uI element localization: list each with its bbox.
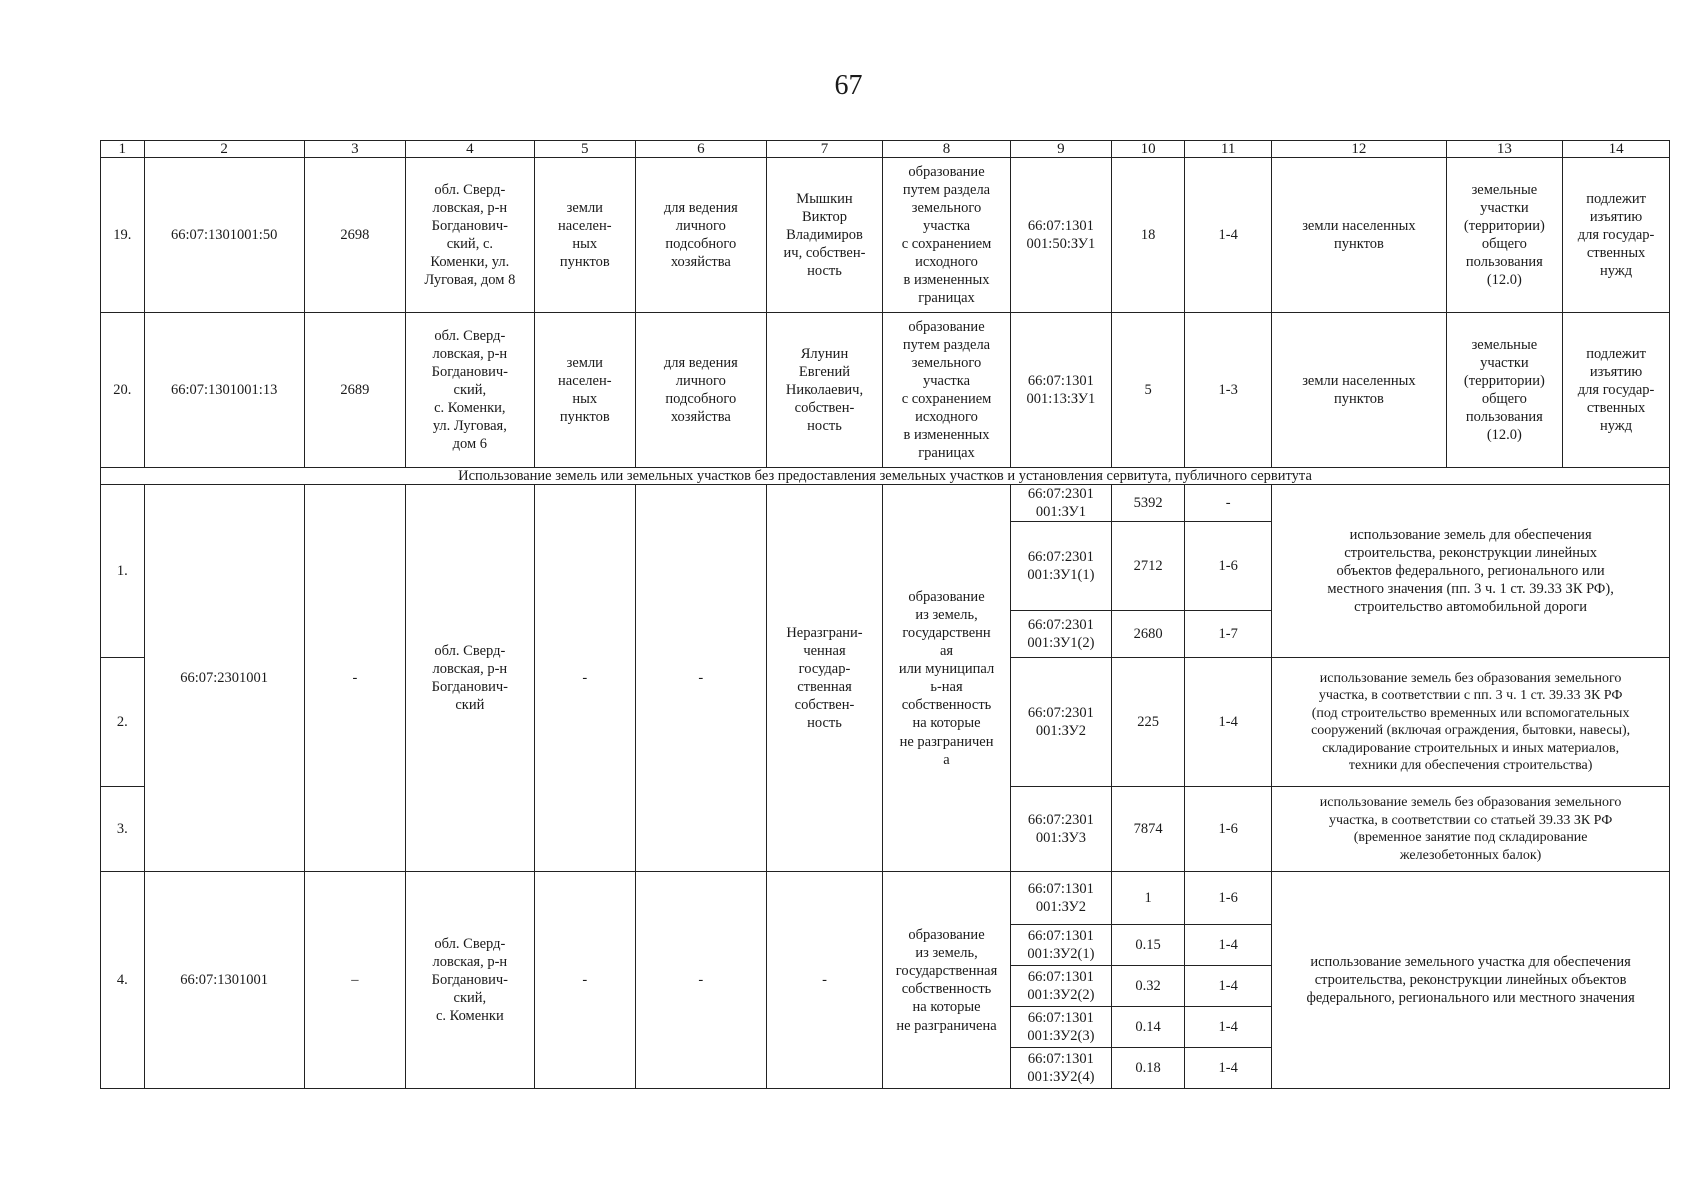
land-category: - (534, 485, 635, 872)
address: обл. Сверд- ловская, р-н Богданович- ский, с. Коменки, ул. Луговая, дом 8 (406, 158, 535, 313)
usage-description: использование земель без образования земельного участка, в соответствии с пп. 3 ч. 1 ст. 39.33 ЗК РФ (под строительство временных или вспомогательных сооружений (включая ограждения, бытовки, навесы), складирование строительных и иных материалов, техники для обеспечения строительства) (1272, 658, 1670, 787)
row-number: 2. (101, 658, 145, 787)
point-numbers: 1-6 (1185, 522, 1272, 611)
plot-area: 0.15 (1112, 925, 1185, 966)
section-title: Использование земель или земельных участков без предоставления земельных участков и установления сервитута, публичного сервитута (101, 468, 1670, 485)
column-number-row (101, 141, 1670, 158)
owner: Неразграни- ченная государ- ственная собствен- ность (766, 485, 883, 872)
page-number: 67 (834, 70, 863, 101)
plot-designation: 66:07:2301 001:ЗУ2 (1010, 658, 1111, 787)
plot-area: 7874 (1112, 787, 1185, 872)
land-category: земли населен- ных пунктов (534, 313, 635, 468)
formation-method: образование путем раздела земельного участка с сохранением исходного в измененных границах (883, 158, 1010, 313)
plot-designation: 66:07:1301 001:ЗУ2 (1010, 872, 1111, 925)
column-number: 3 (304, 141, 405, 158)
row-number: 19. (101, 158, 145, 313)
address: обл. Сверд- ловская, р-н Богданович- ский (406, 485, 535, 872)
plot-area: 18 (1112, 158, 1185, 313)
point-numbers: 1-4 (1185, 966, 1272, 1007)
column-number: 9 (1010, 141, 1111, 158)
table-row (101, 313, 1670, 468)
point-numbers: 1-3 (1185, 313, 1272, 468)
table-row (101, 158, 1670, 313)
plot-area: 2712 (1112, 522, 1185, 611)
owner: - (766, 872, 883, 1089)
plot-area: 0.32 (1112, 966, 1185, 1007)
land-category: - (534, 872, 635, 1089)
cadastral-number: 66:07:1301001:13 (144, 313, 304, 468)
permitted-use: для ведения личного подсобного хозяйства (635, 158, 766, 313)
planned-category: земли населенных пунктов (1272, 313, 1446, 468)
planned-use: земельные участки (территории) общего пользования (12.0) (1446, 313, 1563, 468)
owner: Мышкин Виктор Владимиров ич, собствен- ность (766, 158, 883, 313)
plot-area: 225 (1112, 658, 1185, 787)
formation-method: образование путем раздела земельного участка с сохранением исходного в измененных границах (883, 313, 1010, 468)
plot-designation: 66:07:2301 001:ЗУ1(1) (1010, 522, 1111, 611)
column-number: 1 (101, 141, 145, 158)
plot-area: 1 (1112, 872, 1185, 925)
column-number: 7 (766, 141, 883, 158)
point-numbers: 1-4 (1185, 1048, 1272, 1089)
note: подлежит изъятию для государ- ственных нужд (1563, 158, 1670, 313)
point-numbers: 1-4 (1185, 925, 1272, 966)
column-number: 11 (1185, 141, 1272, 158)
point-numbers: - (1185, 485, 1272, 522)
plot-designation: 66:07:1301 001:ЗУ2(3) (1010, 1007, 1111, 1048)
usage-description: использование земель без образования земельного участка, в соответствии со статьей 39.33 ЗК РФ (временное занятие под складирование железобетонных балок) (1272, 787, 1670, 872)
area: 2689 (304, 313, 405, 468)
point-numbers: 1-7 (1185, 611, 1272, 658)
land-category: земли населен- ных пунктов (534, 158, 635, 313)
area: - (304, 485, 405, 872)
section-row (101, 468, 1670, 485)
table-row (101, 485, 1670, 522)
column-number: 14 (1563, 141, 1670, 158)
planned-category: земли населенных пунктов (1272, 158, 1446, 313)
usage-description: использование земельного участка для обеспечения строительства, реконструкции линейных объектов федерального, регионального или местного значения (1272, 872, 1670, 1089)
area: – (304, 872, 405, 1089)
point-numbers: 1-4 (1185, 658, 1272, 787)
formation-method: образование из земель, государственн ая или муниципал ь-ная собственность на которые не разграничен а (883, 485, 1010, 872)
column-number: 6 (635, 141, 766, 158)
point-numbers: 1-4 (1185, 1007, 1272, 1048)
plot-area: 2680 (1112, 611, 1185, 658)
row-number: 4. (101, 872, 145, 1089)
plot-area: 5392 (1112, 485, 1185, 522)
row-number: 3. (101, 787, 145, 872)
column-number: 13 (1446, 141, 1563, 158)
column-number: 12 (1272, 141, 1446, 158)
plot-designation: 66:07:2301 001:ЗУ3 (1010, 787, 1111, 872)
column-number: 8 (883, 141, 1010, 158)
permitted-use: для ведения личного подсобного хозяйства (635, 313, 766, 468)
row-number: 20. (101, 313, 145, 468)
table-row (101, 872, 1670, 925)
land-plots-table (100, 140, 1670, 1089)
cadastral-number: 66:07:1301001 (144, 872, 304, 1089)
usage-description: использование земель для обеспечения строительства, реконструкции линейных объектов федерального, регионального или местного значения (пп. 3 ч. 1 ст. 39.33 ЗК РФ), строительство автомобильной дороги (1272, 485, 1670, 658)
cadastral-number: 66:07:1301001:50 (144, 158, 304, 313)
row-number: 1. (101, 485, 145, 658)
plot-designation: 66:07:2301 001:ЗУ1(2) (1010, 611, 1111, 658)
plot-area: 5 (1112, 313, 1185, 468)
point-numbers: 1-4 (1185, 158, 1272, 313)
plot-designation: 66:07:1301 001:50:ЗУ1 (1010, 158, 1111, 313)
permitted-use: - (635, 485, 766, 872)
plot-designation: 66:07:1301 001:ЗУ2(2) (1010, 966, 1111, 1007)
permitted-use: - (635, 872, 766, 1089)
cadastral-number: 66:07:2301001 (144, 485, 304, 872)
owner: Ялунин Евгений Николаевич, собствен- ность (766, 313, 883, 468)
formation-method: образование из земель, государственная собственность на которые не разграничена (883, 872, 1010, 1089)
plot-area: 0.18 (1112, 1048, 1185, 1089)
area: 2698 (304, 158, 405, 313)
plot-designation: 66:07:1301 001:13:ЗУ1 (1010, 313, 1111, 468)
address: обл. Сверд- ловская, р-н Богданович- ский, с. Коменки (406, 872, 535, 1089)
plot-designation: 66:07:1301 001:ЗУ2(4) (1010, 1048, 1111, 1089)
address: обл. Сверд- ловская, р-н Богданович- ский, с. Коменки, ул. Луговая, дом 6 (406, 313, 535, 468)
point-numbers: 1-6 (1185, 872, 1272, 925)
column-number: 2 (144, 141, 304, 158)
plot-designation: 66:07:2301 001:ЗУ1 (1010, 485, 1111, 522)
column-number: 4 (406, 141, 535, 158)
point-numbers: 1-6 (1185, 787, 1272, 872)
plot-area: 0.14 (1112, 1007, 1185, 1048)
column-number: 5 (534, 141, 635, 158)
note: подлежит изъятию для государ- ственных нужд (1563, 313, 1670, 468)
plot-designation: 66:07:1301 001:ЗУ2(1) (1010, 925, 1111, 966)
column-number: 10 (1112, 141, 1185, 158)
planned-use: земельные участки (территории) общего пользования (12.0) (1446, 158, 1563, 313)
